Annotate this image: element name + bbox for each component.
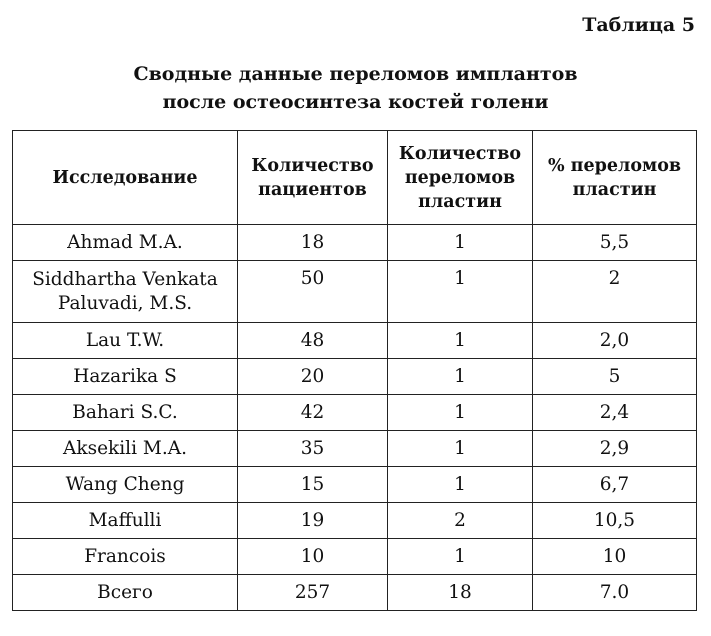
cell-study: Aksekili M.A.: [13, 431, 238, 467]
table-row: [13, 359, 697, 395]
table-row: [13, 467, 697, 503]
table-title-line-2: после остеосинтеза костей голени: [162, 91, 549, 113]
header-fracture-percent: % переломов пластин: [533, 131, 697, 225]
cell-plate-fractures: 1: [388, 261, 533, 323]
cell-study: Bahari S.C.: [13, 395, 238, 431]
cell-plate-fractures: 2: [388, 503, 533, 539]
table-header-row: [13, 131, 697, 225]
cell-plate-fractures: 1: [388, 395, 533, 431]
cell-study: Wang Cheng: [13, 467, 238, 503]
cell-patients: 18: [238, 225, 388, 261]
cell-fracture-percent: 10: [533, 539, 697, 575]
cell-fracture-percent: 5,5: [533, 225, 697, 261]
cell-patients: 20: [238, 359, 388, 395]
cell-study: Maffulli: [13, 503, 238, 539]
cell-patients: 42: [238, 395, 388, 431]
cell-fracture-percent: 7.0: [533, 575, 697, 611]
cell-plate-fractures: 1: [388, 323, 533, 359]
table-row: [13, 225, 697, 261]
table-title: [0, 60, 711, 116]
cell-fracture-percent: 5: [533, 359, 697, 395]
table-title-line-1: Сводные данные переломов имплантов: [133, 63, 578, 85]
table-number-label: Таблица 5: [582, 14, 695, 36]
table-row: [13, 503, 697, 539]
header-patients: Количество пациентов: [238, 131, 388, 225]
cell-patients: 35: [238, 431, 388, 467]
table-row: [13, 395, 697, 431]
cell-study: Ahmad M.A.: [13, 225, 238, 261]
table-row: [13, 539, 697, 575]
cell-fracture-percent: 2,0: [533, 323, 697, 359]
cell-patients: 50: [238, 261, 388, 323]
cell-plate-fractures: 1: [388, 359, 533, 395]
cell-patients: 48: [238, 323, 388, 359]
cell-plate-fractures: 18: [388, 575, 533, 611]
cell-plate-fractures: 1: [388, 467, 533, 503]
cell-fracture-percent: 2: [533, 261, 697, 323]
header-plate-fractures: Количество переломов пластин: [388, 131, 533, 225]
header-study: Исследование: [13, 131, 238, 225]
cell-plate-fractures: 1: [388, 431, 533, 467]
cell-patients: 15: [238, 467, 388, 503]
cell-study: Lau T.W.: [13, 323, 238, 359]
table-row: [13, 261, 697, 323]
cell-fracture-percent: 10,5: [533, 503, 697, 539]
cell-study: Siddhartha Venkata Paluvadi, M.S.: [13, 261, 238, 323]
cell-study: Hazarika S: [13, 359, 238, 395]
cell-patients: 10: [238, 539, 388, 575]
cell-fracture-percent: 6,7: [533, 467, 697, 503]
cell-fracture-percent: 2,4: [533, 395, 697, 431]
fractures-table: [12, 130, 697, 611]
cell-plate-fractures: 1: [388, 539, 533, 575]
cell-patients: 19: [238, 503, 388, 539]
cell-study: Всего: [13, 575, 238, 611]
table-total-row: [13, 575, 697, 611]
cell-patients: 257: [238, 575, 388, 611]
cell-plate-fractures: 1: [388, 225, 533, 261]
table-row: [13, 323, 697, 359]
table-row: [13, 431, 697, 467]
cell-fracture-percent: 2,9: [533, 431, 697, 467]
cell-study: Francois: [13, 539, 238, 575]
